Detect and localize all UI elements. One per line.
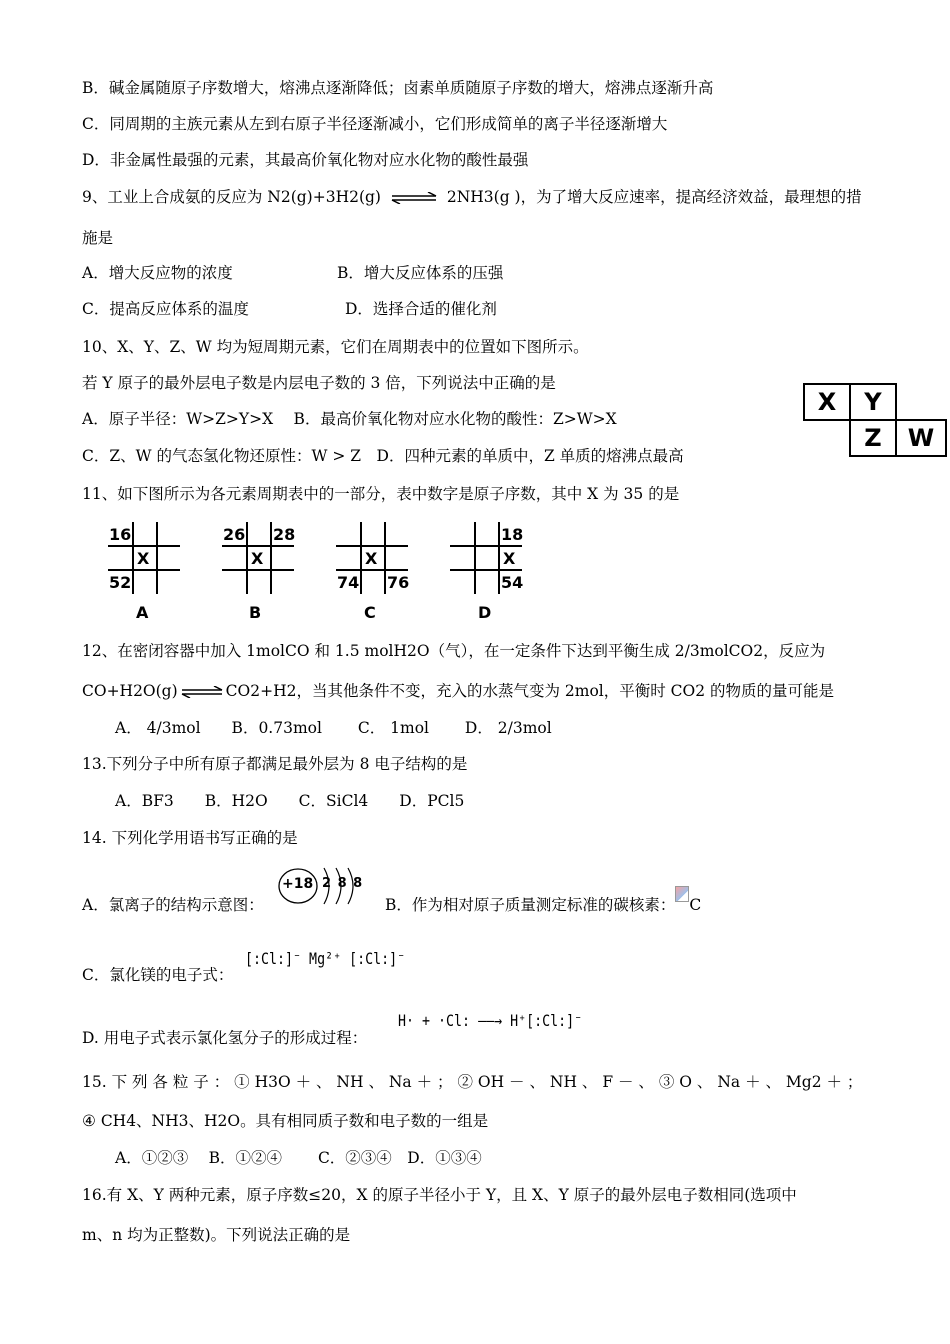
q10-stem-2: 若 Y 原子的最外层电子数是内层电子数的 3 倍，下列说法中正确的是 bbox=[82, 374, 556, 392]
grid-a-center: X bbox=[137, 549, 150, 568]
magnesium-chloride-electron-formula: [:Cl:]⁻ Mg²⁺ [:Cl:]⁻ bbox=[245, 950, 406, 969]
reversible-arrow-icon bbox=[390, 192, 438, 204]
nucleus-charge: +18 bbox=[282, 876, 314, 892]
q11-stem: 11、如下图所示为各元素周期表中的一部分，表中数字是原子序数，其中 X 为 35 的是 bbox=[82, 485, 680, 503]
grid-option-a bbox=[108, 522, 180, 594]
electron-shells: 2 8 8 bbox=[322, 876, 364, 891]
q14-option-b-text: B．作为相对原子质量测定标准的碳核素： bbox=[385, 896, 676, 914]
grid-c-bottom-left: 74 bbox=[337, 573, 360, 592]
grid-d-label: D bbox=[478, 603, 492, 622]
cell-x: X bbox=[803, 383, 851, 421]
q15-line-2: ④ CH4、NH3、H2O。具有相同质子数和电子数的一组是 bbox=[82, 1112, 489, 1130]
q9-stem bbox=[82, 186, 862, 208]
q15-line-1: 15. 下 列 各 粒 子 ： ① H3O ＋ 、 NH 、 Na ＋ ； ② OH － 、 NH 、 F － 、 ③ O 、 Na ＋ 、 Mg2 ＋ ； bbox=[82, 1073, 863, 1091]
grid-d-top-right: 18 bbox=[501, 525, 524, 544]
q9-stem-end: 施是 bbox=[82, 229, 114, 247]
grid-c-center: X bbox=[365, 549, 378, 568]
grid-d-bottom-right: 54 bbox=[501, 573, 524, 592]
grid-option-c bbox=[336, 522, 408, 594]
q10-stem-1: 10、X、Y、Z、W 均为短周期元素，它们在周期表中的位置如下图所示。 bbox=[82, 338, 589, 356]
grid-d-right-center: X bbox=[503, 549, 516, 568]
grid-c-label: C bbox=[364, 603, 376, 622]
q12-stem-1: 12、在密闭容器中加入 1molCO 和 1.5 molH2O（气），在一定条件下达到平衡生成 2/3molCO2，反应为 bbox=[82, 642, 826, 660]
q16-line-1: 16.有 X、Y 两种元素，原子序数≤20，X 的原子半径小于 Y，且 X、Y 原子的最外层电子数相同(选项中 bbox=[82, 1186, 797, 1204]
grid-a-bottom-left: 52 bbox=[109, 573, 132, 592]
q12-stem-2 bbox=[82, 680, 834, 702]
q14-option-b bbox=[385, 894, 701, 916]
q12-options: A． 4/3mol B．0.73mol C． 1mol D． 2/3mol bbox=[115, 719, 552, 737]
hydrogen-chloride-formation: H· + ·Cl: ——→ H⁺[:Cl:]⁻ bbox=[398, 1012, 583, 1031]
q9-option-d: D．选择合适的催化剂 bbox=[345, 300, 497, 318]
grid-c-bottom-right: 76 bbox=[387, 573, 410, 592]
q13-stem: 13.下列分子中所有原子都满足最外层为 8 电子结构的是 bbox=[82, 755, 468, 773]
q12-reaction-left: CO+H2O(g) bbox=[82, 682, 178, 700]
reversible-arrow-icon bbox=[180, 686, 224, 698]
q8-option-d: D．非金属性最强的元素，其最高价氧化物对应水化物的酸性最强 bbox=[82, 151, 529, 169]
cell-y: Y bbox=[849, 383, 897, 421]
broken-image-icon bbox=[675, 886, 689, 902]
q9-option-c: C．提高反应体系的温度 bbox=[82, 300, 249, 318]
q9-stem-part2: 2NH3(g )，为了增大反应速率，提高经济效益，最理想的措 bbox=[446, 188, 862, 206]
q10-options-cd: C．Z、W 的气态氢化物还原性：W > Z D．四种元素的单质中，Z 单质的熔沸点最高 bbox=[82, 447, 684, 465]
q13-options: A．BF3 B．H2O C．SiCl4 D．PCl5 bbox=[115, 792, 465, 810]
cell-w: W bbox=[895, 419, 947, 457]
grid-a-top-left: 16 bbox=[109, 525, 132, 544]
q14-option-d-text: D. 用电子式表示氯化氢分子的形成过程： bbox=[82, 1029, 368, 1047]
q12-reaction-right: CO2+H2，当其他条件不变，充入的水蒸气变为 2mol，平衡时 CO2 的物质的量可能是 bbox=[225, 682, 835, 700]
carbon-symbol: C bbox=[689, 896, 702, 914]
grid-b-center: X bbox=[251, 549, 264, 568]
q9-option-a: A．增大反应物的浓度 bbox=[82, 264, 233, 282]
grid-option-d bbox=[450, 522, 522, 594]
q14-option-a-text: A．氯离子的结构示意图： bbox=[82, 896, 264, 914]
q8-option-c: C．同周期的主族元素从左到右原子半径逐渐减小，它们形成简单的离子半径逐渐增大 bbox=[82, 115, 668, 133]
q9-stem-part1: 9、工业上合成氨的反应为 N2(g)+3H2(g) bbox=[82, 188, 381, 206]
grid-b-top-left: 26 bbox=[223, 525, 246, 544]
q14-stem: 14. 下列化学用语书写正确的是 bbox=[82, 829, 298, 847]
grid-a-label: A bbox=[136, 603, 149, 622]
q15-options: A．①②③ B．①②④ C．②③④ D．①③④ bbox=[115, 1149, 482, 1167]
grid-b-top-right: 28 bbox=[273, 525, 296, 544]
cell-z: Z bbox=[849, 419, 897, 457]
grid-b-label: B bbox=[249, 603, 262, 622]
q14-option-c-text: C．氯化镁的电子式： bbox=[82, 966, 234, 984]
grid-option-b bbox=[222, 522, 294, 594]
q16-line-2: m、n 均为正整数)。下列说法正确的是 bbox=[82, 1226, 351, 1244]
q8-option-b: B．碱金属随原子序数增大，熔沸点逐渐降低；卤素单质随原子序数的增大，熔沸点逐渐升高 bbox=[82, 79, 714, 97]
chloride-ion-diagram bbox=[278, 862, 378, 912]
q9-option-b: B．增大反应体系的压强 bbox=[337, 264, 504, 282]
q10-options-ab: A．原子半径：W>Z>Y>X B．最高价氧化物对应水化物的酸性：Z>W>X bbox=[82, 410, 617, 428]
